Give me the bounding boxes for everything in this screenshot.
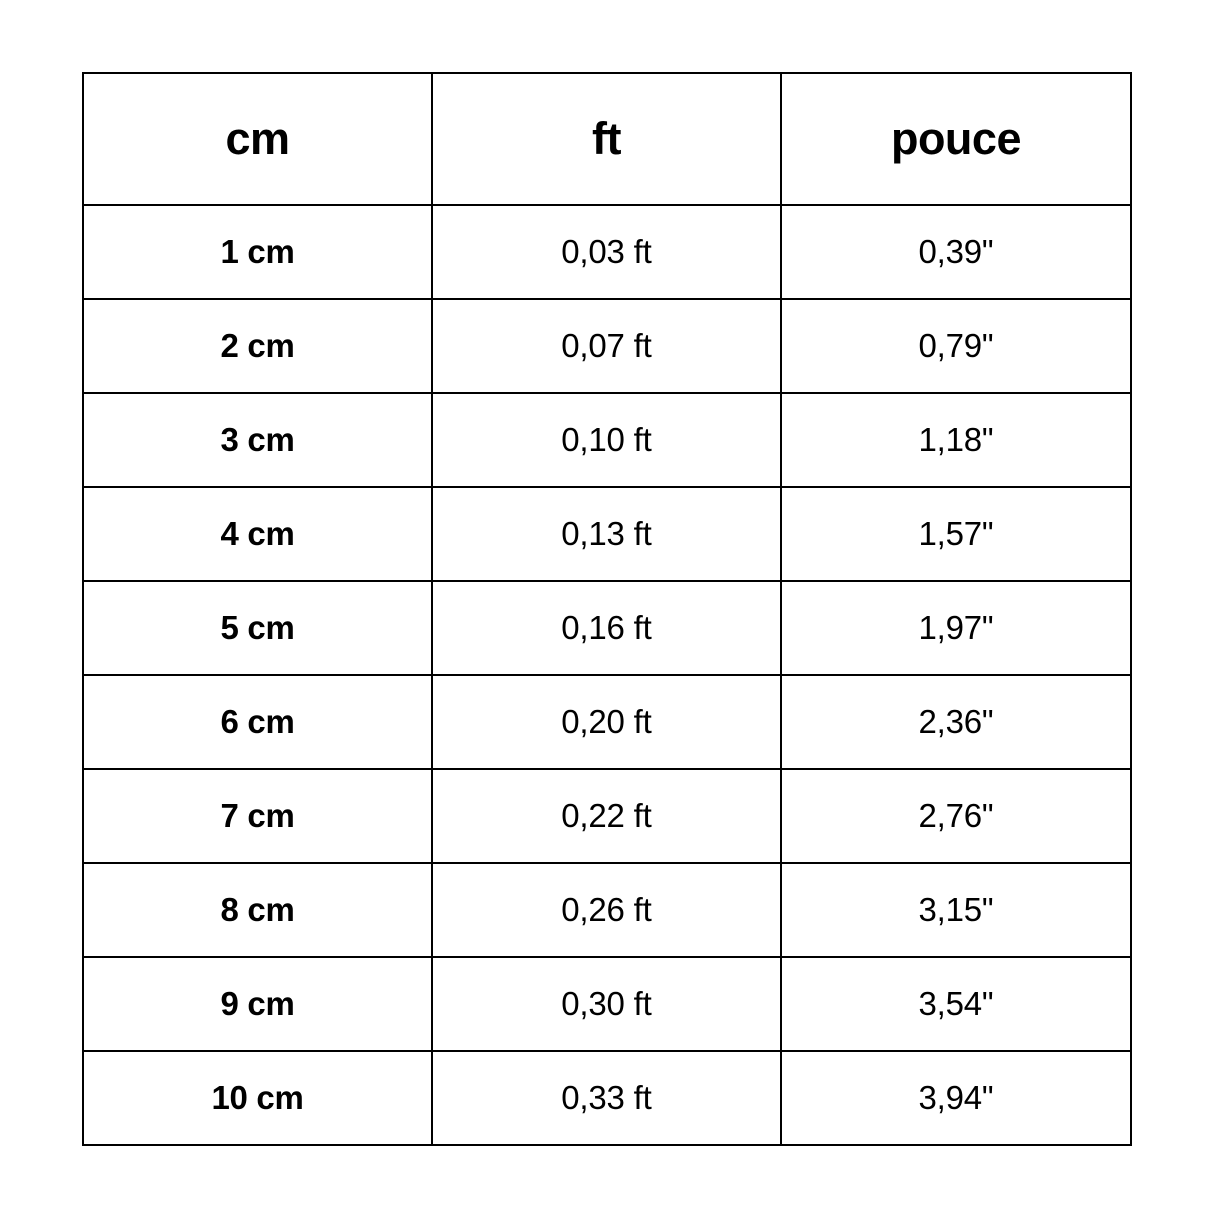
cell-ft: 0,13 ft xyxy=(432,487,781,581)
cell-pouce: 2,36" xyxy=(781,675,1131,769)
cm-to-ft-inch-table xyxy=(82,72,1132,1146)
table-row xyxy=(83,393,1131,487)
cell-pouce: 2,76" xyxy=(781,769,1131,863)
cell-ft: 0,33 ft xyxy=(432,1051,781,1145)
cell-cm: 9 cm xyxy=(83,957,432,1051)
table-row xyxy=(83,769,1131,863)
cell-cm: 10 cm xyxy=(83,1051,432,1145)
cell-pouce: 3,94" xyxy=(781,1051,1131,1145)
cell-ft: 0,26 ft xyxy=(432,863,781,957)
cell-pouce: 0,39" xyxy=(781,205,1131,299)
cell-ft: 0,07 ft xyxy=(432,299,781,393)
cell-pouce: 3,15" xyxy=(781,863,1131,957)
cell-ft: 0,22 ft xyxy=(432,769,781,863)
table-header-row xyxy=(83,73,1131,205)
cell-cm: 1 cm xyxy=(83,205,432,299)
cell-ft: 0,30 ft xyxy=(432,957,781,1051)
cell-pouce: 0,79" xyxy=(781,299,1131,393)
table-row xyxy=(83,581,1131,675)
cell-pouce: 3,54" xyxy=(781,957,1131,1051)
cell-cm: 2 cm xyxy=(83,299,432,393)
cell-cm: 6 cm xyxy=(83,675,432,769)
cell-ft: 0,16 ft xyxy=(432,581,781,675)
table-row xyxy=(83,863,1131,957)
cell-ft: 0,10 ft xyxy=(432,393,781,487)
cell-cm: 7 cm xyxy=(83,769,432,863)
table-container xyxy=(82,72,1132,1144)
cell-cm: 5 cm xyxy=(83,581,432,675)
table-row xyxy=(83,1051,1131,1145)
table-body xyxy=(83,205,1131,1145)
cell-pouce: 1,97" xyxy=(781,581,1131,675)
cell-cm: 8 cm xyxy=(83,863,432,957)
table-header xyxy=(83,73,1131,205)
table-row xyxy=(83,299,1131,393)
column-header-ft: ft xyxy=(432,73,781,205)
cell-ft: 0,20 ft xyxy=(432,675,781,769)
column-header-cm: cm xyxy=(83,73,432,205)
cell-cm: 4 cm xyxy=(83,487,432,581)
table-row xyxy=(83,205,1131,299)
table-row xyxy=(83,957,1131,1051)
cell-pouce: 1,18" xyxy=(781,393,1131,487)
cell-ft: 0,03 ft xyxy=(432,205,781,299)
column-header-pouce: pouce xyxy=(781,73,1131,205)
cell-cm: 3 cm xyxy=(83,393,432,487)
table-row xyxy=(83,487,1131,581)
cell-pouce: 1,57" xyxy=(781,487,1131,581)
table-row xyxy=(83,675,1131,769)
